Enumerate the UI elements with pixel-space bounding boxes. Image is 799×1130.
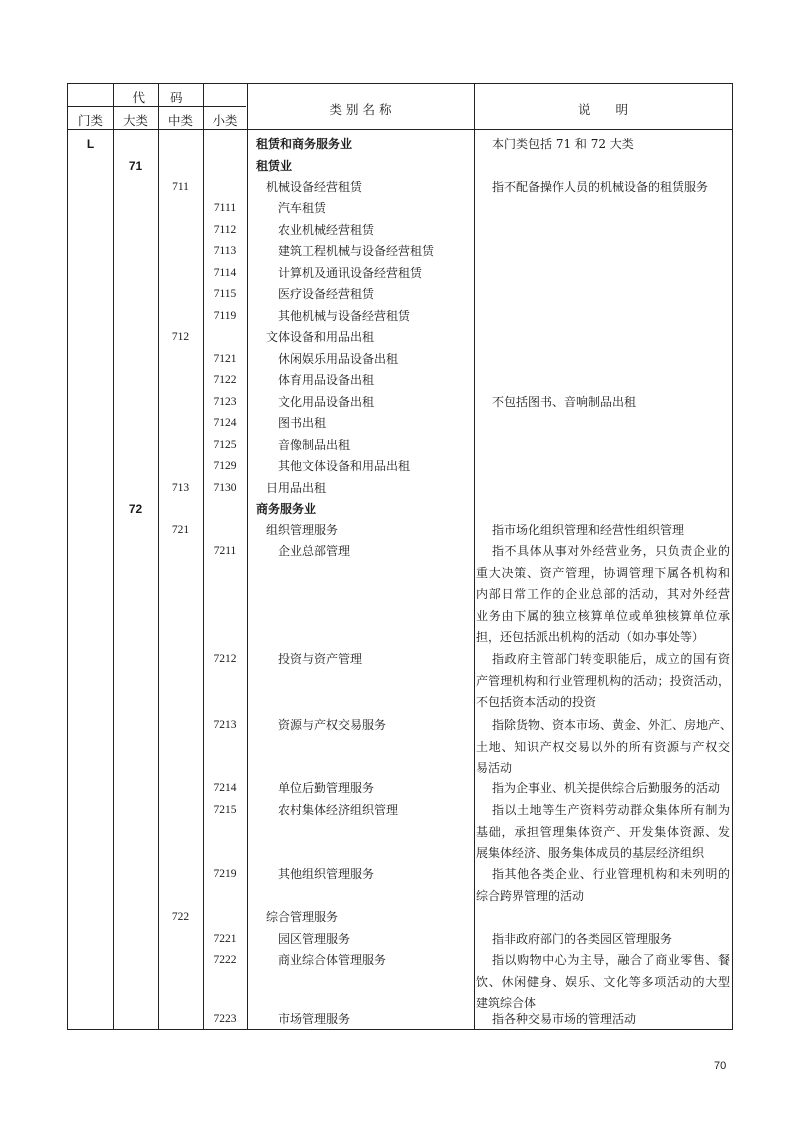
code-mid: 711 bbox=[172, 181, 189, 193]
col-divider bbox=[158, 84, 159, 1029]
category-name: 机械设备经营租赁 bbox=[266, 180, 363, 194]
description-line: 不包括图书、音响制品出租 bbox=[492, 395, 637, 409]
description-line: 指政府主管部门转变职能后，成立的国有资 bbox=[492, 652, 730, 666]
code-minor: 7122 bbox=[213, 374, 237, 386]
description-line: 业务由下属的独立核算单位或单独核算单位承 bbox=[476, 608, 730, 623]
code-minor: 7129 bbox=[213, 460, 237, 472]
description-line: 指以土地等生产资料劳动群众集体所有制为 bbox=[492, 803, 730, 817]
description-line: 指不具体从事对外经营业务，只负责企业的 bbox=[492, 544, 730, 558]
header-divider bbox=[68, 129, 732, 130]
description-line: 指以购物中心为主导，融合了商业零售、餐 bbox=[492, 953, 730, 967]
category-name: 租赁业 bbox=[256, 159, 293, 173]
description-line: 指市场化组织管理和经营性组织管理 bbox=[492, 523, 685, 537]
category-name: 体育用品设备出租 bbox=[278, 373, 375, 387]
category-name: 商务服务业 bbox=[256, 502, 317, 516]
category-name: 园区管理服务 bbox=[278, 932, 351, 946]
category-name: 计算机及通讯设备经营租赁 bbox=[278, 266, 423, 280]
page-number: 70 bbox=[714, 1060, 727, 1072]
description-line: 不包括资本活动的投资 bbox=[476, 695, 597, 710]
code-mid: 712 bbox=[171, 331, 190, 343]
category-name: 休闲娱乐用品设备出租 bbox=[278, 352, 399, 366]
category-name: 租赁和商务服务业 bbox=[256, 137, 353, 151]
header-door: 门类 bbox=[77, 113, 103, 128]
description-line: 指其他各类企业、行业管理机构和未列明的 bbox=[492, 867, 730, 881]
code-minor: 7124 bbox=[213, 417, 237, 429]
description-line: 指除货物、资本市场、黄金、外汇、房地产、 bbox=[492, 718, 733, 732]
category-name: 建筑工程机械与设备经营租赁 bbox=[278, 244, 435, 258]
code-door: L bbox=[86, 137, 95, 151]
description-line: 指为企事业、机关提供综合后勤服务的活动 bbox=[492, 781, 721, 795]
category-name: 企业总部管理 bbox=[278, 544, 351, 558]
col-divider bbox=[474, 84, 475, 1029]
category-name: 医疗设备经营租赁 bbox=[278, 287, 375, 301]
header-minor: 小类 bbox=[212, 113, 238, 128]
category-name: 音像制品出租 bbox=[278, 438, 351, 452]
code-minor: 7211 bbox=[213, 545, 237, 557]
category-name: 日用品出租 bbox=[266, 481, 327, 495]
code-minor: 7119 bbox=[213, 310, 237, 322]
description-line: 内部日常工作的企业总部的活动，其对外经营 bbox=[476, 587, 730, 602]
category-name: 文体设备和用品出租 bbox=[266, 330, 375, 344]
category-name: 投资与资产管理 bbox=[278, 652, 363, 666]
category-name: 其他组织管理服务 bbox=[278, 867, 375, 881]
code-minor: 7115 bbox=[213, 288, 237, 300]
code-mid: 713 bbox=[171, 482, 190, 494]
header-major: 大类 bbox=[122, 113, 148, 128]
code-minor: 7213 bbox=[213, 719, 237, 731]
code-minor: 7222 bbox=[213, 954, 237, 966]
category-name: 其他文体设备和用品出租 bbox=[278, 459, 411, 473]
description-line: 产管理机构和行业管理机构的活动；投资活动， bbox=[476, 673, 730, 688]
description-line: 指非政府部门的各类园区管理服务 bbox=[492, 932, 673, 946]
code-minor: 7112 bbox=[213, 224, 237, 236]
header-category-name: 类 别 名 称 bbox=[329, 102, 392, 117]
description-line: 指各种交易市场的管理活动 bbox=[492, 1012, 637, 1026]
classification-table bbox=[67, 83, 733, 1030]
category-name: 市场管理服务 bbox=[278, 1012, 351, 1026]
code-minor: 7121 bbox=[213, 353, 237, 365]
description-line: 重大决策、资产管理，协调管理下属各机构和 bbox=[476, 565, 730, 580]
category-name: 农业机械经营租赁 bbox=[278, 223, 375, 237]
code-minor: 7111 bbox=[213, 202, 237, 214]
description-line: 本门类包括 71 和 72 大类 bbox=[492, 137, 634, 151]
category-name: 文化用品设备出租 bbox=[278, 395, 375, 409]
code-minor: 7123 bbox=[213, 396, 237, 408]
description-line: 易活动 bbox=[476, 761, 513, 776]
code-minor: 7214 bbox=[213, 782, 237, 794]
code-mid: 722 bbox=[171, 911, 190, 923]
header-code-group: 代 码 bbox=[132, 90, 183, 105]
description-line: 土地、知识产权交易以外的所有资源与产权交 bbox=[476, 739, 730, 754]
code-minor: 7221 bbox=[213, 933, 237, 945]
code-major: 71 bbox=[128, 159, 143, 173]
category-name: 资源与产权交易服务 bbox=[278, 718, 387, 732]
code-mid: 721 bbox=[171, 524, 190, 536]
category-name: 汽车租赁 bbox=[278, 201, 327, 215]
header-description: 说 明 bbox=[577, 102, 628, 117]
code-minor: 7130 bbox=[213, 482, 237, 494]
description-line: 综合跨界管理的活动 bbox=[476, 888, 585, 903]
category-name: 商业综合体管理服务 bbox=[278, 953, 387, 967]
category-name: 单位后勤管理服务 bbox=[278, 781, 375, 795]
category-name: 组织管理服务 bbox=[266, 523, 339, 537]
code-minor: 7113 bbox=[213, 245, 237, 257]
description-line: 饮、休闲健身、娱乐、文化等多项活动的大型 bbox=[476, 974, 730, 989]
description-line: 建筑综合体 bbox=[476, 996, 537, 1011]
description-line: 展集体经济、服务集体成员的基层经济组织 bbox=[476, 846, 705, 861]
code-minor: 7212 bbox=[213, 653, 237, 665]
header-sub-divider bbox=[68, 106, 246, 107]
category-name: 农村集体经济组织管理 bbox=[278, 803, 399, 817]
col-divider bbox=[247, 84, 248, 1029]
description-line: 指不配备操作人员的机械设备的租赁服务 bbox=[492, 180, 709, 194]
code-minor: 7125 bbox=[213, 439, 237, 451]
code-minor: 7215 bbox=[213, 804, 237, 816]
header-mid: 中类 bbox=[167, 113, 193, 128]
code-minor: 7114 bbox=[213, 267, 237, 279]
description-line: 基础，承担管理集体资产、开发集体资源、发 bbox=[476, 824, 730, 839]
code-minor: 7219 bbox=[213, 868, 237, 880]
category-name: 综合管理服务 bbox=[266, 910, 339, 924]
category-name: 图书出租 bbox=[278, 416, 327, 430]
category-name: 其他机械与设备经营租赁 bbox=[278, 309, 411, 323]
col-divider bbox=[113, 84, 114, 1029]
description-line: 担，还包括派出机构的活动（如办事处等） bbox=[476, 630, 705, 645]
code-major: 72 bbox=[128, 502, 143, 516]
code-minor: 7223 bbox=[213, 1013, 237, 1025]
